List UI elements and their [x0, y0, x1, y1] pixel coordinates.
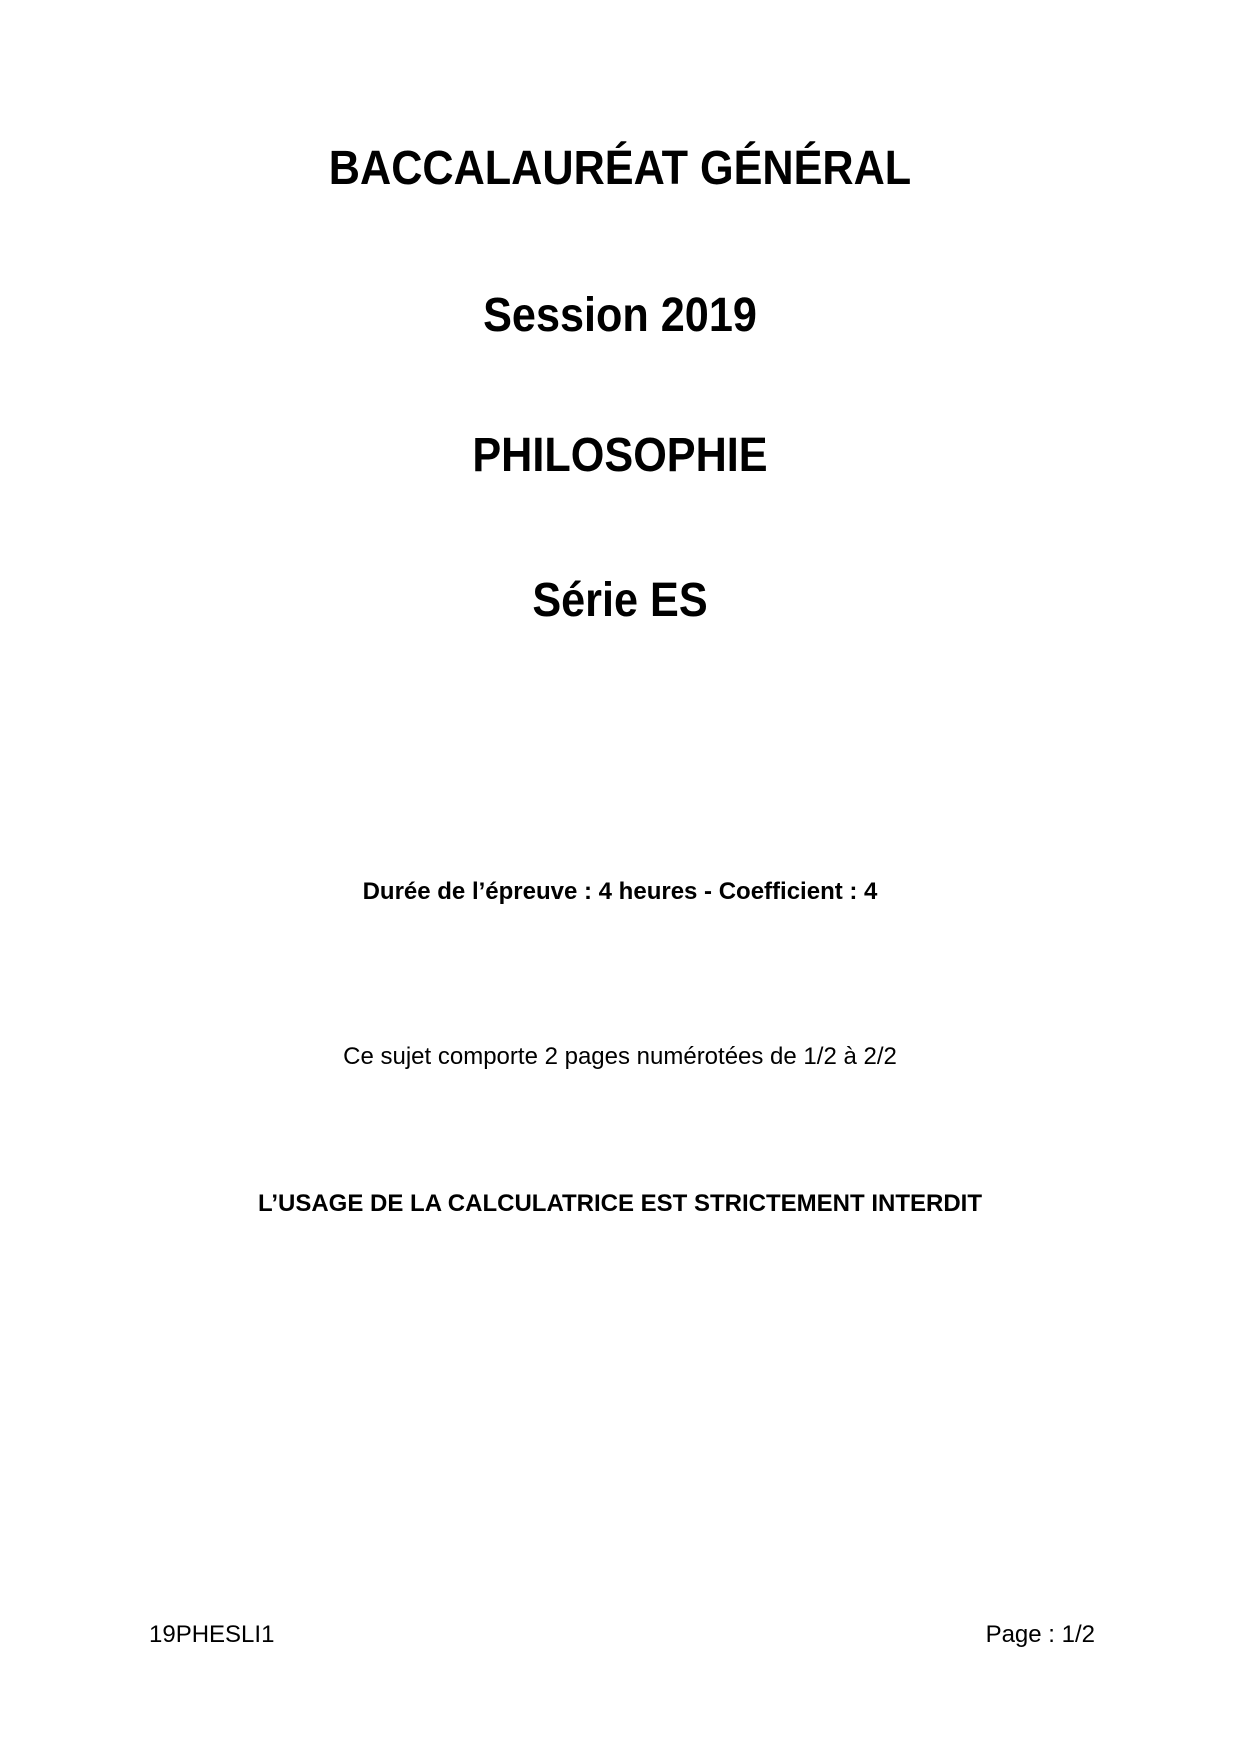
session-heading: Session 2019 [483, 289, 757, 342]
page-count-note: Ce sujet comporte 2 pages numérotées de 1/2 à 2/2 [343, 1043, 897, 1070]
series-heading: Série ES [532, 574, 708, 627]
subject-heading: PHILOSOPHIE [472, 429, 768, 482]
exam-title: BACCALAURÉAT GÉNÉRAL [328, 142, 912, 195]
calculator-prohibition-notice: L’USAGE DE LA CALCULATRICE EST STRICTEMENT INTERDIT [258, 1190, 982, 1217]
duration-coefficient-line: Durée de l’épreuve : 4 heures - Coefficient : 4 [362, 878, 878, 905]
footer-page-indicator: Page : 1/2 [985, 1621, 1095, 1648]
footer-reference-code: 19PHESLI1 [149, 1621, 275, 1648]
